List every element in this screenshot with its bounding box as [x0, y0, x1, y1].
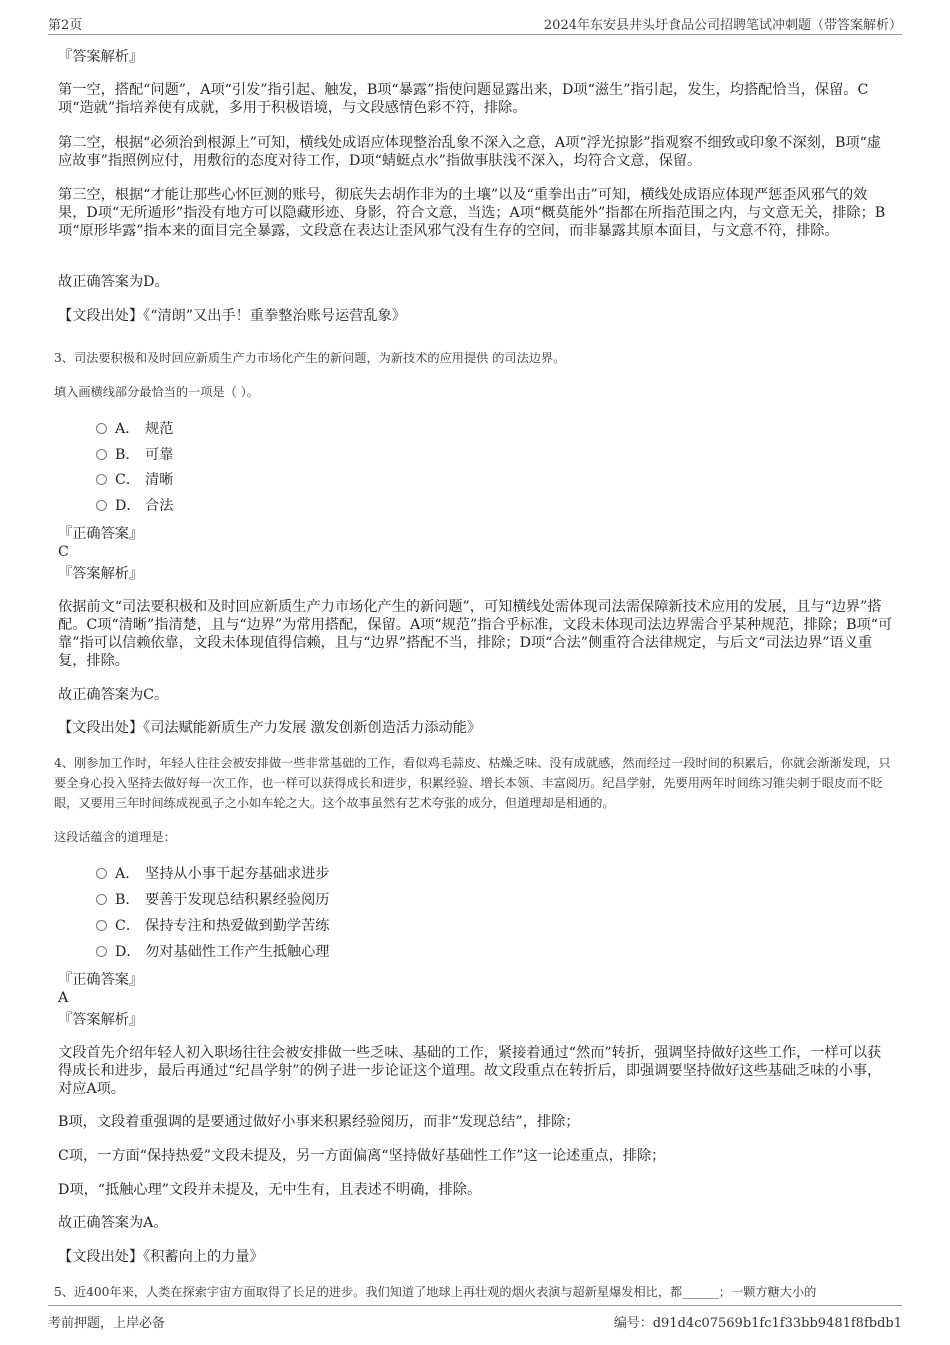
radio-icon[interactable]	[96, 449, 107, 460]
q4-answer: A	[58, 990, 69, 1006]
q2-analysis-p1: 第一空，搭配“问题”，A项“引发”指引起、触发，B项“暴露”指使问题显露出来，D项“滋生”指引起，发生，均搭配恰当，保留。C项“造就”指培养使有成就，多用于积极语境，与文段感情色彩不符，排除。	[58, 82, 869, 116]
document-id: 编号：d91d4c07569b1fc1f33bb9481f8fbdb1	[613, 1316, 902, 1331]
q4-prompt: 这段话蕴含的道理是：	[54, 830, 176, 844]
radio-icon[interactable]	[96, 423, 107, 434]
q4-stem: 4、刚参加工作时，年轻人往往会被安排做一些非常基础的工作，看似鸡毛蒜皮、枯燥乏味、没有成就感，然而经过一段时间的积累后，你就会渐渐发现，只要全身心投入坚持去做好每一次工作，也一样可以获得成长和进步，积累经验、增长本领、丰富阅历。纪昌学射，先要用两年时间练习锥尖刺于眼皮而不眨眼，又要用三年时间练成视虱子之小如车轮之大。这个故事虽然有艺术夸张的成分，但道理却是相通的。	[54, 756, 891, 810]
radio-icon[interactable]	[96, 894, 107, 905]
radio-icon[interactable]	[96, 500, 107, 511]
q3-source: 【文段出处】《司法赋能新质生产力发展 激发创新创造活力添动能》	[58, 720, 482, 736]
q3-stem: 3、司法要积极和及时回应新质生产力市场化产生的新问题，为新技术的应用提供 的司法边界。	[54, 351, 566, 365]
q4-analysis-c: C项，一方面“保持热爱”文段未提及，另一方面偏离“坚持做好基础性工作”这一论述重点，排除；	[58, 1148, 666, 1164]
q3-option-d[interactable]: D． 合法	[96, 497, 173, 515]
q3-option-a[interactable]: A． 规范	[96, 420, 173, 438]
document-title: 2024年东安县井头圩食品公司招聘笔试冲刺题（带答案解析）	[543, 18, 902, 33]
page-header	[48, 14, 902, 35]
q4-analysis-d: D项，“抵触心理”文段并未提及，无中生有，且表述不明确，排除。	[58, 1182, 482, 1198]
q2-analysis-p2: 第二空，根据“必须治到根源上”可知，横线处成语应体现整治乱象不深入之意，A项“浮光掠影”指观察不细致或印象不深刻，B项“虚应故事”指照例应付，用敷衍的态度对待工作，D项“蜻蜓点水”指做事肤浅不深入，均符合文意，保留。	[58, 135, 882, 169]
q2-conclusion: 故正确答案为D。	[58, 274, 169, 290]
q2-analysis-p3: 第三空，根据“才能让那些心怀叵测的账号，彻底失去胡作非为的土壤”以及“重拳出击”可知，横线处成语应体现严惩歪风邪气的效果，D项“无所遁形”指没有地方可以隐藏形迹、身影，符合文意，当选；A项“概莫能外”指都在所指范围之内，与文意无关，排除；B项“原形毕露”指本来的面目完全暴露，文段意在表达让歪风邪气没有生存的空间，而非暴露其原本面目，与文意不符，排除。	[58, 187, 886, 239]
q3-analysis-label: 『答案解析』	[58, 566, 144, 582]
radio-icon[interactable]	[96, 920, 107, 931]
q3-option-c[interactable]: C． 清晰	[96, 471, 173, 489]
q2-analysis-label: 『答案解析』	[58, 49, 144, 65]
q4-conclusion: 故正确答案为A。	[58, 1215, 168, 1231]
q3-option-b[interactable]: B． 可靠	[96, 446, 173, 464]
radio-icon[interactable]	[96, 946, 107, 957]
q5-stem: 5、近400年来，人类在探索宇宙方面取得了长足的进步。我们知道了地球上再壮观的烟火表演与超新星爆发相比，都______；一颗方糖大小的	[54, 1285, 817, 1299]
q4-analysis-label: 『答案解析』	[58, 1012, 144, 1028]
q4-source: 【文段出处】《积蓄向上的力量》	[58, 1249, 264, 1265]
q2-source: 【文段出处】《“清朗”又出手！重拳整治账号运营乱象》	[58, 308, 406, 324]
radio-icon[interactable]	[96, 868, 107, 879]
page-number: 第2页	[48, 18, 83, 33]
page-footer	[48, 1305, 902, 1331]
radio-icon[interactable]	[96, 474, 107, 485]
q4-option-c[interactable]: C． 保持专注和热爱做到勤学苦练	[96, 917, 329, 935]
q3-prompt: 填入画横线部分最恰当的一项是（ ）。	[54, 385, 259, 399]
q4-answer-label: 『正确答案』	[58, 972, 144, 988]
q4-option-b[interactable]: B． 要善于发现总结积累经验阅历	[96, 891, 329, 909]
q4-option-a[interactable]: A． 坚持从小事干起夯基础求进步	[96, 865, 329, 883]
q3-conclusion: 故正确答案为C。	[58, 687, 169, 703]
q3-answer: C	[58, 544, 69, 560]
q3-analysis: 依据前文“司法要积极和及时回应新质生产力市场化产生的新问题”，可知横线处需体现司法需保障新技术应用的发展，且与“边界”搭配。C项“清晰”指清楚，且与“边界”为常用搭配，保留。A项“规范”指合乎标准，文段未体现司法边界需合乎某种规范，排除；B项“可靠”指可以信赖依靠，文段未体现值得信赖，且与“边界”搭配不当，排除；D项“合法”侧重符合法律规定，与后文“司法边界”语义重复，排除。	[58, 599, 893, 669]
q4-analysis: 文段首先介绍年轻人初入职场往往会被安排做一些乏味、基础的工作，紧接着通过“然而”转折，强调坚持做好这些工作，一样可以获得成长和进步，最后再通过“纪昌学射”的例子进一步论证这个道理。故文段重点在转折后，即强调要坚持做好这些基础乏味的小事，对应A项。	[58, 1045, 882, 1097]
q4-analysis-b: B项，文段着重强调的是要通过做好小事来积累经验阅历，而非“发现总结”，排除；	[58, 1114, 580, 1130]
footer-slogan: 考前押题，上岸必备	[48, 1316, 166, 1331]
q4-option-d[interactable]: D． 勿对基础性工作产生抵触心理	[96, 943, 329, 961]
q3-answer-label: 『正确答案』	[58, 526, 144, 542]
